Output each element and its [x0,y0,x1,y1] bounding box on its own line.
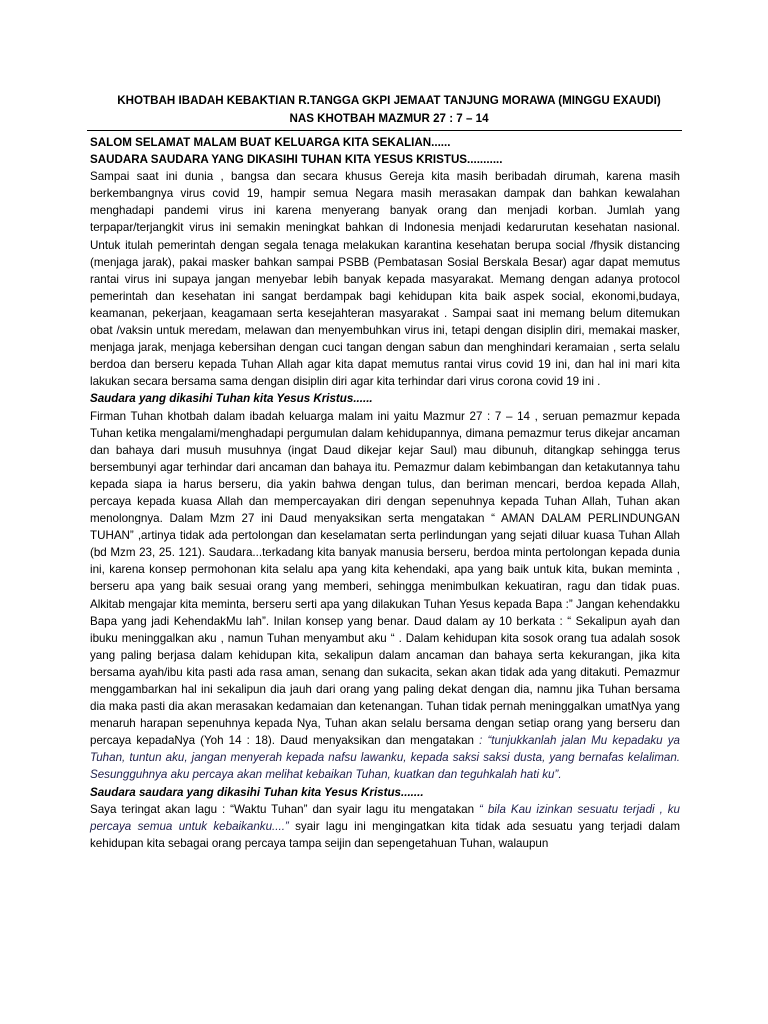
paragraph-1: Sampai saat ini dunia , bangsa dan secara khusus Gereja kita masih beribadah dirumah, karena masih berkembangnya virus covid 19, hampir semua Negara masih merasakan dampak dan bahkan kewalahan menghadapi pandemi virus ini karena menyerang banyak orang dan menjadi korban. Jumlah yang terpapar/terjangkit virus ini semakin meningkat bahkan di Indonesia menjadi kedarurutan kesehatan nasional. Untuk itulah pemerintah dengan segala tenaga melakukan karantina kesehatan berupa social /fhysik distancing (menjaga jarak), pakai masker bahkan sampai PSBB (Pembatasan Sosial Berskala Besar) agar dapat memutus rantai virus ini supaya jangan menyebar lebih banyak kepada masyarakat. Memang dengan adanya protocol pemerintah dan kesehatan ini sangat berdampak bagi kehidupan kita baik aspek social, ekonomi,budaya, keamanan, pekerjaan, keagamaan serta kesejahteran masyarakat . Sampai saat ini memang belum ditemukan obat /vaksin untuk meredam, melawan dan menyembuhkan virus ini, tetapi dengan disiplin diri, memakai masker, menjaga jarak, menjaga kebersihan dengan cuci tangan dengan sabun dan menghindari keramaian , serta selalu berdoa dan berseru kepada Tuhan Allah agar kita dapat memutus rantai virus covid 19 ini, dan hal ini mari kita lakukan secara bersama sama dengan disiplin diri agar kita terhindar dari virus corona covid 19 ini . [90,170,680,389]
document-header [96,92,682,128]
quote-1: : “tunjukkanlah jalan Mu kepadaku ya Tuhan, tuntun aku, jangan menyerah kepada nafsu lawanku, kepada saksi saksi dusta, yang bernafas kelaliman. Sesungguhnya aku percaya akan melihat kebaikan Tuhan, kuatkan dan teguhkalah hati ku”. [90,734,680,782]
paragraph-3-end: syair lagu ini mengingatkan kita tidak ada sesuatu yang terjadi dalam kehidupan kita sebagai orang percaya tampa seijin dan sepengetahuan Tuhan, walaupun [90,819,681,850]
subheading-1: Saudara yang dikasihi Tuhan kita Yesus Kristus...... [90,392,373,406]
paragraph-3-start: Saya teringat akan lagu : “Waktu Tuhan” dan syair lagu itu mengatakan [90,802,480,816]
quote-2: “ bila Kau izinkan sesuatu terjadi , ku percaya semua untuk kebaikanku....” [90,802,680,833]
paragraph-3 [90,801,680,852]
subheading-2: Saudara saudara yang dikasihi Tuhan kita Yesus Kristus....... [90,785,424,799]
scripture-reference: NAS KHOTBAH MAZMUR 27 : 7 – 14 [289,112,489,125]
greeting-line-2: SAUDARA SAUDARA YANG DIKASIHI TUHAN KITA YESUS KRISTUS........... [90,153,503,167]
greeting-line-1: SALOM SELAMAT MALAM BUAT KELUARGA KITA SEKALIAN...... [90,136,451,149]
paragraph-2 [90,408,680,784]
header-divider [87,130,682,131]
sermon-body [90,134,680,852]
sermon-title: KHOTBAH IBADAH KEBAKTIAN R.TANGGA GKPI JEMAAT TANJUNG MORAWA (MINGGU EXAUDI) [117,94,661,107]
paragraph-2-text: Firman Tuhan khotbah dalam ibadah keluarga malam ini yaitu Mazmur 27 : 7 – 14 , seruan pemazmur kepada Tuhan ketika mengalami/menghadapi pergumulan dalam kehidupannya, dimana pemazmur terus dikejar ancaman dan bahaya dari musuh musuhnya (ingat Daud dikejar kejar Saul) mau dibunuh, ditangkap sehingga terus bersembunyi agar terhindar dari ancaman dan bahaya itu. Pemazmur dalam kebimbangan dan ketakutannya tahu kepada siapa ia harus berseru, dia yakin bahwa dengan tulus, dan beriman mencari, berdoa kepada Allah, percaya kepada kuasa Allah dan mempercayakan diri dengan sepenuhnya kepada Tuhan Allah, Tuhan akan menolongnya. Dalam Mzm 27 ini Daud menyaksikan serta mengatakan “ AMAN DALAM PERLINDUNGAN TUHAN” ,artinya tidak ada pertolongan dan keselamatan serta perlindungan yang sejati diluar kuasa Tuhan Allah (bd Mzm 23, 25. 121). Saudara...terkadang kita banyak manusia berseru, berdoa minta pertolongan kepada dunia ini, karena konsep permohonan kita selalu apa yang kita kehendaki, apa yang baik untuk kita, bukan meminta , berseru apa yang baik sesuai orang yang memberi, sehingga menimbulkan kekuatiran, ragu dan tidak puas. Alkitab mengajar kita meminta, berseru serti apa yang dilakukan Tuhan Yesus kepada Bapa :” Jangan kehendakku Bapa yang jadi KehendakMu lah”. Inilan konsep yang benar. Daud dalam ay 10 berkata : “ Sekalipun ayah dan ibuku meninggalkan aku , namun Tuhan menyambut aku “ . Dalam kehidupan kita sosok orang tua adalah sosok yang paling berjasa dalam kehidupan kita, sekalipun dalam ancaman dan bahaya serta kekurangan, jika kita bersama ayah/ibu kita pasti ada rasa aman, senang dan sukacita, sekan akan tidak ada yang ditakuti. Pemazmur menggambarkan hal ini sekalipun dia jauh dari orang yang paling dekat dengan dia, namnu jika Tuhan bersama dia maka pasti dia akan merasakan kedamaian dan ketenangan. Tuhan tidak pernah meninggalkan umatNya yang menaruh harapan sepenuhnya kepada Nya, Tuhan akan selalu bersama dengan setiap orang yang berseru dan percaya kepadaNya (Yoh 14 : 18). Daud menyaksikan dan mengatakan [90,409,680,748]
